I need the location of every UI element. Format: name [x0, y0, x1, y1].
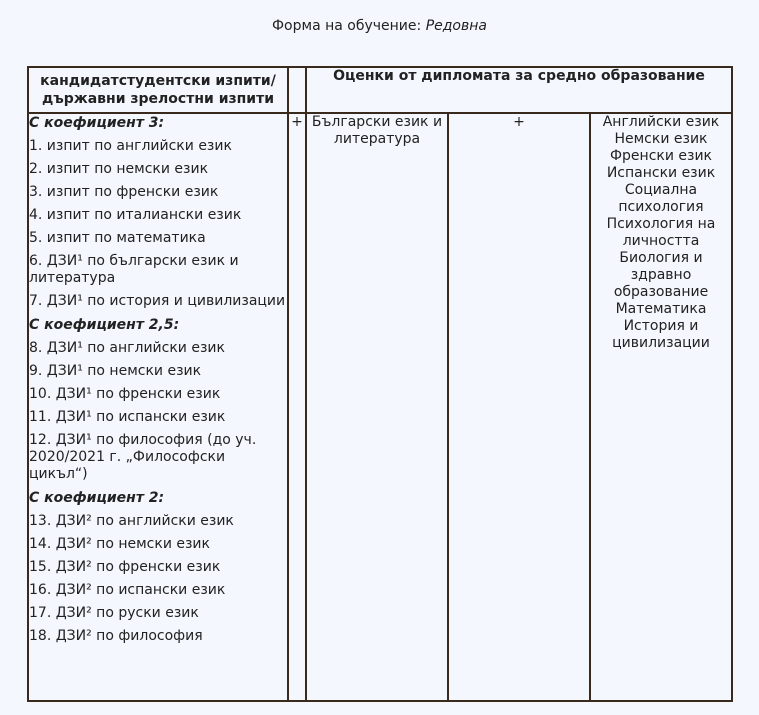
- exam-item: 16. ДЗИ² по испански език: [29, 582, 226, 598]
- diploma-subject: Социална психология: [618, 182, 704, 215]
- plus-sign-1: +: [288, 113, 306, 701]
- coefficient-section-title: С коефициент 2,5:: [29, 317, 180, 333]
- diploma-subject: Немски език: [614, 131, 708, 147]
- exam-item: 15. ДЗИ² по френски език: [29, 559, 221, 575]
- diploma-subjects-cell: [590, 113, 732, 701]
- exam-item: 13. ДЗИ² по английски език: [29, 513, 234, 529]
- diploma-subject: Английски език: [602, 114, 720, 130]
- exam-item: 17. ДЗИ² по руски език: [29, 605, 199, 621]
- form-of-study-label: Форма на обучение:: [272, 18, 422, 34]
- header-diploma-grades: Оценки от дипломата за средно образование: [306, 67, 732, 113]
- diploma-subject: Биология и здравно образование: [613, 250, 709, 300]
- exam-item: 5. изпит по математика: [29, 230, 206, 246]
- exam-item: 11. ДЗИ¹ по испански език: [29, 409, 226, 425]
- exam-item: 8. ДЗИ¹ по английски език: [29, 340, 225, 356]
- exam-item: 7. ДЗИ¹ по история и цивилизации: [29, 293, 286, 309]
- exam-item: 14. ДЗИ² по немски език: [29, 536, 210, 552]
- diploma-subject: Математика: [615, 301, 707, 317]
- exam-sections: [29, 114, 287, 645]
- header-exams: кандидатстудентски изпити/ държавни зрелостни изпити: [28, 67, 288, 113]
- diploma-subject: Психология на личността: [606, 216, 716, 249]
- form-of-study-value: Редовна: [425, 18, 487, 34]
- exams-cell: [28, 113, 288, 701]
- exam-item: 10. ДЗИ¹ по френски език: [29, 386, 221, 402]
- exam-item: 4. изпит по италиански език: [29, 207, 242, 223]
- exam-item: 9. ДЗИ¹ по немски език: [29, 363, 202, 379]
- exam-item: 3. изпит по френски език: [29, 184, 219, 200]
- exam-item: 18. ДЗИ² по философия: [29, 628, 203, 644]
- header-plus-spacer: [288, 67, 306, 113]
- exam-item: 1. изпит по английски език: [29, 138, 232, 154]
- exam-item: 6. ДЗИ¹ по български език и литература: [29, 253, 239, 286]
- table-body-row: [28, 113, 732, 701]
- diploma-subject: История и цивилизации: [612, 318, 710, 351]
- table-header-row: [28, 67, 732, 113]
- bulgarian-subject-cell: Български език и литература: [306, 113, 448, 701]
- exam-item: 2. изпит по немски език: [29, 161, 209, 177]
- coefficient-section-title: С коефициент 2:: [29, 490, 165, 506]
- diploma-subjects-list: [591, 114, 731, 352]
- diploma-subject: Френски език: [609, 148, 713, 164]
- admission-table: [27, 66, 733, 702]
- coefficient-section-title: С коефициент 3:: [29, 115, 165, 131]
- form-of-study: [0, 18, 759, 34]
- diploma-subject: Испански език: [606, 165, 716, 181]
- exam-item: 12. ДЗИ¹ по философия (до уч. 2020/2021 г. „Философски цикъл“): [29, 432, 257, 482]
- plus-sign-2: +: [448, 113, 590, 701]
